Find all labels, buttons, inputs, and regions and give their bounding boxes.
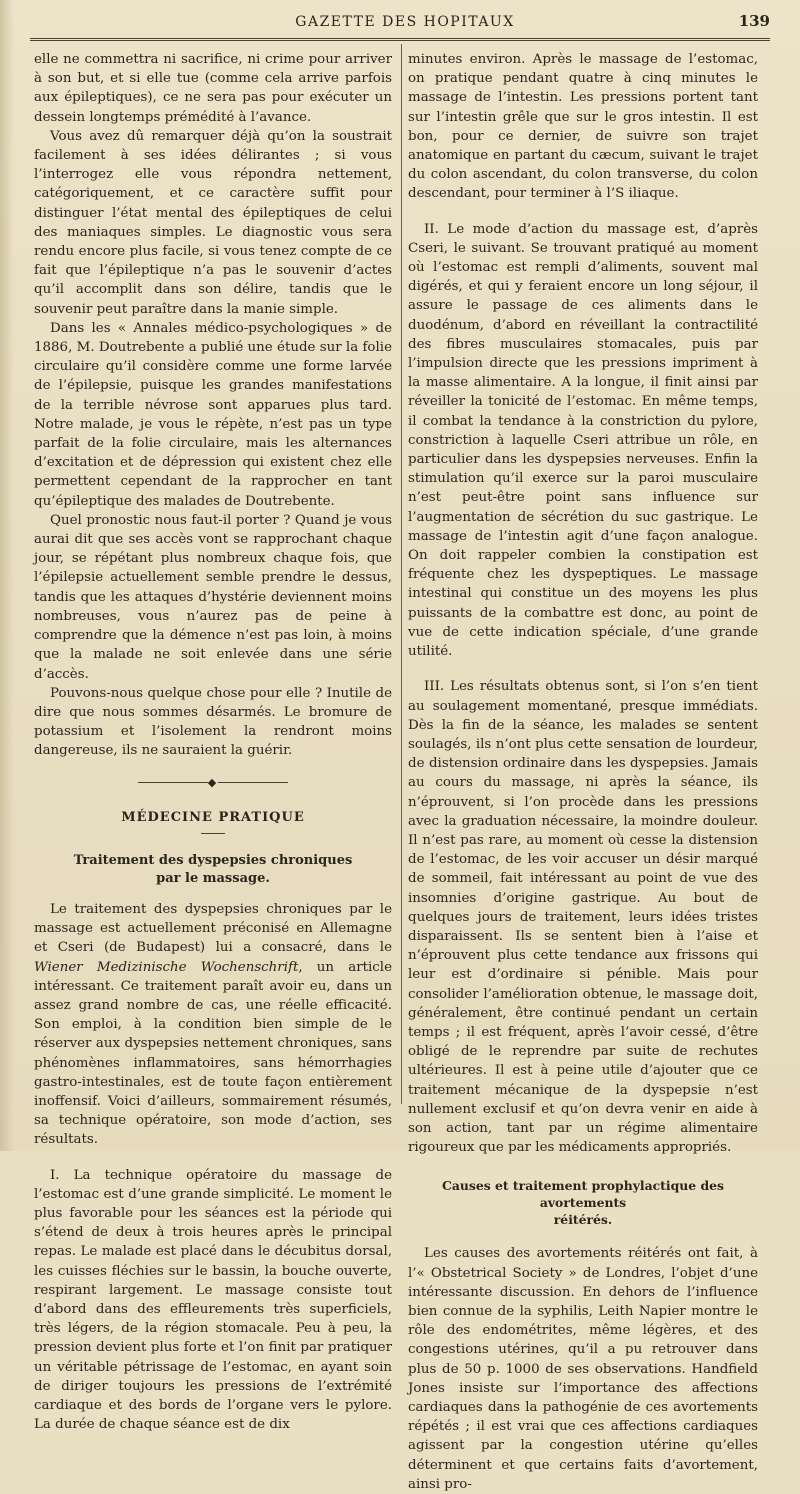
left-column <box>34 50 392 1434</box>
paragraph: II. Le mode d’action du massage est, d’après Cseri, le suivant. Se trouvant pratiqué au moment où l’estomac est rempli d’aliments, souvent mal digérés, et qui y feraient encore un long séjour, il assure le passage de ces aliments dans le duodénum, d’abord en réveillant la contractilité des fibres musculaires stomacales, puis par l’impulsion directe que les pressions impriment à la masse alimentaire. A la longue, il finit ainsi par réveiller la tonicité de l’estomac. En même temps, il combat la tendance à la constriction du pylore, constriction à laquelle Cseri attribue un rôle, en particulier dans les dyspepsies nerveuses. Enfin la stimulation qu’il exerce sur la paroi musculaire n’est peut-être point sans influence sur l’augmentation de sécrétion du suc gastrique. Le massage de l’intestin agit d’une façon analogue. On doit rappeler combien la constipation est fréquente chez les dyspeptiques. Le massage intestinal qui constitue un des moyens les plus puissants de la combattre est donc, au point de vue de cette indication spéciale, d’une grande utilité. <box>408 221 758 660</box>
article-title-line: par le massage. <box>156 870 270 886</box>
paragraph: Dans les « Annales médico-psychologiques » de 1886, M. Doutrebente a publié une étude sur la folie circulaire qu’il considère comme une forme larvée de l’épilepsie, puisque les grandes manifestations de la terrible névrose sont apparues plus tard. Notre malade, je vous le répète, n’est pas un type parfait de la folie circulaire, mais les alternances d’excitation et de dépression qui existent chez elle permettent cependant de la rapprocher en tant qu’épileptique des malades de Doutrebente. <box>34 320 392 509</box>
paragraph: III. Les résultats obtenus sont, si l’on s’en tient au soulagement momentané, presque immédiats. Dès la fin de la séance, les malades se sentent soulagés, ils n’ont plus cette sensation de lourdeur, de distension ordinaire dans les dyspepsies. Jamais au cours du massage, ni après la séance, ils n’éprouvent, si l’on procède dans les pressions avec la graduation nécessaire, la moindre douleur. Il n’est pas rare, au moment où cesse la distension de l’estomac, de les voir accuser un désir marqué de sommeil, fait intéressant au point de vue des insomnies d’origine gastrique. Au bout de quelques jours de traitement, leurs idées tristes disparaissent. Ils se sentent bien à l’aise et n’éprouvent plus cette tendance aux frissons qui leur est d’ordinaire si pénible. Mais pour consolider l’amélioration obtenue, le massage doit, généralement, être continué pendant un certain temps ; il est fréquent, après l’avoir cessé, d’être obligé de le reprendre par suite de rechutes ultérieures. Il est à peine utile d’ajouter que ce traitement mécanique de la dyspepsie n’est nullement exclusif et qu’on devra venir en aide à son action, tant par un régime alimentaire rigoureux que par les médicaments appropriés. <box>408 679 758 1156</box>
column-divider <box>401 44 402 1104</box>
paragraph: elle ne commettra ni sacrifice, ni crime pour arriver à son but, et si elle tue (comme cela arrive parfois aux épileptiques), ce ne sera pas pour exécuter un dessein longtemps prémédité à l’avance. <box>34 52 392 125</box>
article-title <box>34 852 392 888</box>
paragraph: Pouvons-nous quelque chose pour elle ? Inutile de dire que nous sommes désarmés. Le bromure de potassium et l’isolement la rendront moins dangereuse, ils ne sauraient la guérir. <box>34 685 392 759</box>
text-run: Le traitement des dyspepsies chroniques par le massage est actuellement préconisé en Allemagne et Cseri (de Budapest) lui a consacré, dans le <box>34 901 392 956</box>
paragraph: minutes environ. Après le massage de l’estomac, on pratique pendant quatre à cinq minutes le massage de l’intestin. Les pressions portent tant sur l’intestin grêle que sur le gros intestin. Il est bon, pour ce dernier, de suivre son trajet anatomique en partant du cæcum, suivant le trajet du colon ascendant, du colon transverse, du colon descendant, pour terminer à l’S iliaque. <box>408 52 758 202</box>
page-number: 139 <box>738 12 770 30</box>
journal-name: Wiener Medizinische Wochenschrift <box>34 959 299 975</box>
article-title-line: Traitement des dyspepsies chroniques <box>73 852 353 868</box>
paragraph: Vous avez dû remarquer déjà qu’on la soustrait facilement à ses idées délirantes ; si vous l’interrogez elle vous répondra nettement, catégoriquement, et ce caractère suffit pour distinguer l’état mental des épileptiques de celui des maniaques simples. Le diagnostic vous sera rendu encore plus facile, si vous tenez compte de ce fait que l’épileptique n’a pas le souvenir d’actes qu’il accomplit dans son délire, tandis que le souvenir peut paraître dans la manie simple. <box>34 128 392 317</box>
section-title: MÉDECINE PRATIQUE <box>121 809 305 825</box>
paragraph: Les causes des avortements réitérés ont fait, à l’« Obstetrical Society » de Londres, l’objet d’une intéressante discussion. En dehors de l’influence bien connue de la syphilis, Leith Napier montre le rôle des endométrites, même légères, et des congestions utérines, qu’il a pu retrouver dans plus de 50 p. 1000 de ses observations. Handfield Jones insiste sur l’importance des affections cardiaques dans la pathogénie de ces avortements répétés ; il est vrai que ces affections cardiaques agissent par la congestion utérine qu’elles déterminent et que certains faits d’avortement, ainsi pro- <box>408 1246 758 1492</box>
article-title-line: Causes et traitement prophylactique des avortements <box>441 1178 725 1211</box>
section-rule <box>201 833 225 834</box>
journal-title: GAZETTE DES HOPITAUX <box>295 14 515 30</box>
paragraph: I. La technique opératoire du massage de l’estomac est d’une grande simplicité. Le moment le plus favorable pour les séances est la période qui s’étend de deux à trois heures après le principal repas. Le malade est placé dans le décubitus dorsal, les cuisses fléchies sur le bassin, la bouche ouverte, respirant largement. Le massage consiste tout d’abord dans des effleurements très superficiels, très légers, de la région stomacale. Peu à peu, la pression devient plus forte et l’on finit par pratiquer un véritable pétrissage de l’estomac, en ayant soin de diriger toujours les pressions de l’extrémité cardiaque et des bords de l’organe vers le pylore. La durée de chaque séance est de dix <box>34 1167 392 1433</box>
text-run: , un article intéressant. Ce traitement paraît avoir eu, dans un assez grand nombre de cas, une réelle efficacité. Son emploi, à la condition bien simple de le réserver aux dyspepsies nettement chroniques, sans phénomènes inflammatoires, sans hémorrhagies gastro-intestinales, est de toute façon entièrement inoffensif. Voici d’ailleurs, sommairement résumés, sa technique opératoire, son mode d’action, ses résultats. <box>34 959 392 1148</box>
running-header <box>30 10 780 34</box>
paragraph: Quel pronostic nous faut-il porter ? Quand je vous aurai dit que ses accès vont se rapprochant chaque jour, se répétant plus nombreux chaque fois, que l’épilepsie actuellement semble prendre le dessus, tandis que les attaques d’hystérie deviennent moins nombreuses, vous n’aurez pas de peine à comprendre que la démence n’est pas loin, à moins que la malade ne soit enlevée dans une série d’accès. <box>34 512 392 682</box>
article-title <box>408 1177 758 1228</box>
paragraph <box>34 900 392 1150</box>
section-ornament: ◆ <box>34 773 392 792</box>
page-edge-shadow <box>0 0 14 1151</box>
header-rule <box>30 38 770 41</box>
right-column <box>408 50 758 1494</box>
article-title-line: réitérés. <box>553 1212 613 1228</box>
